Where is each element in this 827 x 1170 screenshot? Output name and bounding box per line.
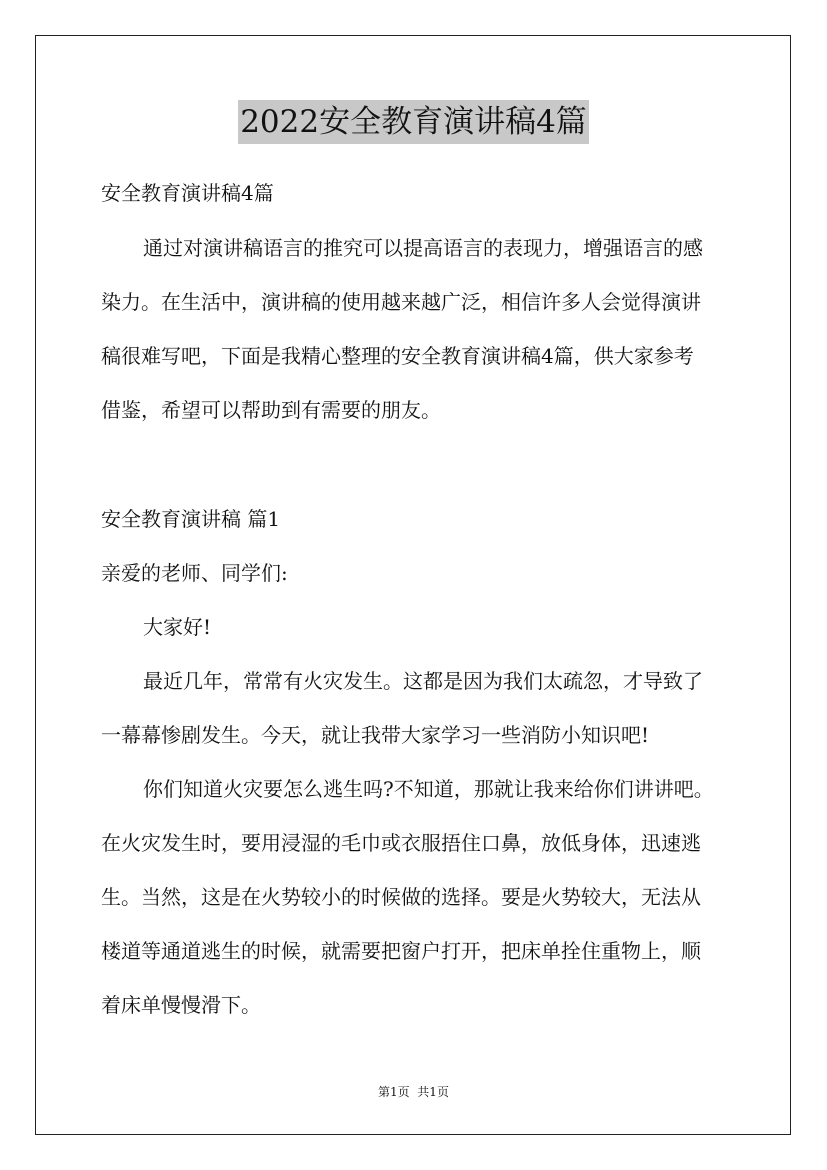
greeting: 大家好!: [143, 615, 212, 639]
intro-line: 通过对演讲稿语言的推究可以提高语言的表现力，增强语言的感: [143, 236, 703, 260]
paragraph-line: 在火灾发生时，要用浸湿的毛巾或衣服捂住口鼻，放低身体，迅速逃: [101, 831, 701, 855]
section-heading: 安全教育演讲稿 篇1: [101, 507, 281, 531]
intro-line: 稿很难写吧，下面是我精心整理的安全教育演讲稿4篇，供大家参考: [101, 344, 694, 368]
paragraph-line: 一幕幕惨剧发生。今天，就让我带大家学习一些消防小知识吧!: [101, 723, 650, 747]
paragraph-line: 最近几年，常常有火灾发生。这都是因为我们太疏忽，才导致了: [143, 669, 703, 693]
paragraph-line: 楼道等通道逃生的时候，就需要把窗户打开，把床单拴住重物上，顺: [101, 939, 701, 963]
salutation: 亲爱的老师、同学们:: [101, 561, 288, 585]
intro-line: 借鉴，希望可以帮助到有需要的朋友。: [101, 398, 441, 422]
paragraph-line: 着床单慢慢滑下。: [101, 993, 261, 1017]
paragraph-line: 你们知道火灾要怎么逃生吗?不知道，那就让我来给你们讲讲吧。: [143, 777, 714, 801]
paragraph-line: 生。当然，这是在火势较小的时候做的选择。要是火势较大，无法从: [101, 885, 701, 909]
document-title: 2022安全教育演讲稿4篇: [238, 100, 589, 144]
intro-line: 染力。在生活中，演讲稿的使用越来越广泛，相信许多人会觉得演讲: [101, 290, 701, 314]
page-number-footer: 第1页 共1页: [378, 1085, 449, 1099]
title-container: [0, 100, 827, 144]
subtitle: 安全教育演讲稿4篇: [101, 181, 274, 205]
